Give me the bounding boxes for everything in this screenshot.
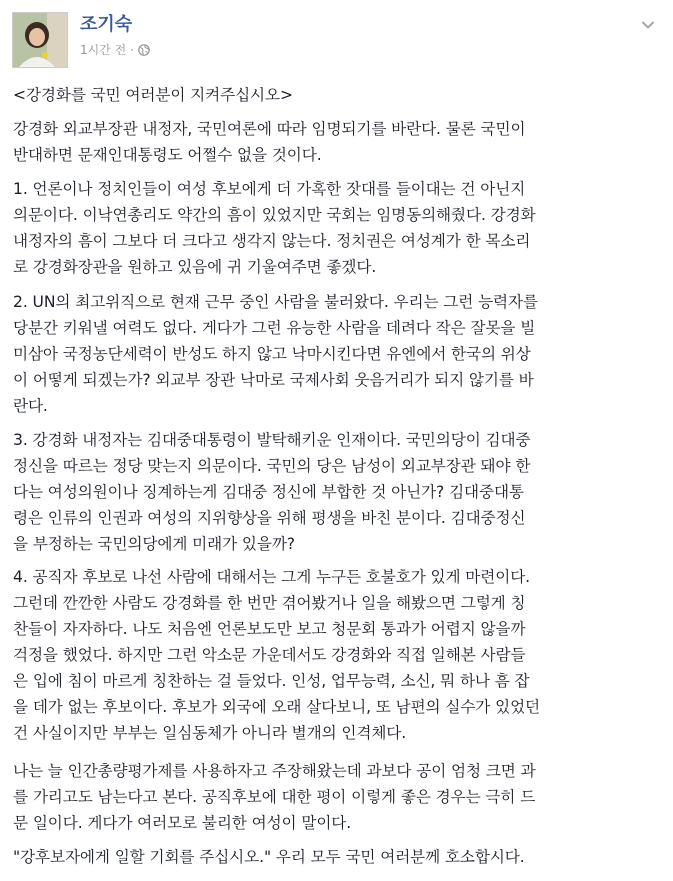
paragraph-2: 2. UN의 최고위직으로 현재 근무 중인 사람을 불러왔다. 우리는 그런 능력자를 당분간 키워낼 여력도 없다. 게다가 그런 유능한 사람을 데려다 작은 잘못을 빌 미삼아 국정농단세력이 반성도 하지 않고 낙마시킨다면 유엔에서 한국의 위상 이 어떻게 되겠는가? 외교부 장관 낙마로 국제사회 웃음거리가 되지 않기를 바 란다. xyxy=(13,293,538,415)
globe-icon[interactable] xyxy=(138,44,150,56)
avatar[interactable] xyxy=(12,12,68,68)
paragraph-closing: "강후보자에게 일할 기회를 주십시오." 우리 모두 국민 여러분께 호소합시다. xyxy=(13,848,525,866)
author-name[interactable]: 조기숙 xyxy=(80,14,133,35)
paragraph-3: 3. 강경화 내정자는 김대중대통령이 발탁해키운 인재이다. 국민의당이 김대중 정신을 따르는 정당 맞는지 의문이다. 국민의 당은 남성이 외교부장관 돼야 한 다는 여성의원이나 징계하는게 김대중 정신에 부합한 것 아닌가? 김대중대통 령은 인류의 인권과 여성의 지위향상을 위해 평생을 바친 분이다. 김대중정신 을 부정하는 국민의당에게 미래가 있을까? xyxy=(13,431,531,553)
paragraph-1: 1. 언론이나 정치인들이 여성 후보에게 더 가혹한 잣대를 들이대는 건 아닌지 의문이다. 이낙연총리도 약간의 흠이 있었지만 국회는 임명동의해줬다. 강경화 내정자의 흠이 그보다 더 크다고 생각지 않는다. 정치권은 여성계가 한 목소리 로 강경화장관을 원하고 있음에 귀 기울여주면 좋겠다. xyxy=(13,180,536,276)
paragraph-5: 나는 늘 인간총량평가제를 사용하자고 주장해왔는데 과보다 공이 엄청 크면 과 를 가리고도 남는다고 본다. 공직후보에 대한 평이 이렇게 좋은 경우는 극히 드 문 일이다. 게다가 여러모로 불리한 여성이 말이다. xyxy=(13,762,536,832)
post-time[interactable]: 1시간 전 xyxy=(80,43,127,57)
paragraph-intro: 강경화 외교부장관 내정자, 국민여론에 따라 임명되기를 바란다. 물론 국민이 반대하면 문재인대통령도 어쩔수 없을 것이다. xyxy=(13,120,526,164)
meta-separator: · xyxy=(130,43,135,57)
post-meta xyxy=(80,42,150,58)
profile-photo-icon xyxy=(13,13,67,67)
post-header xyxy=(12,12,661,68)
post-title: <강경화를 국민 여러분이 지켜주십시오> xyxy=(13,86,293,104)
chevron-down-icon[interactable] xyxy=(639,16,657,34)
paragraph-4: 4. 공직자 후보로 나선 사람에 대해서는 그게 누구든 호불호가 있게 마련이다. 그런데 깐깐한 사람도 강경화를 한 번만 겪어봤거나 일을 해봤으면 그렇게 칭 찬들이 자자하다. 나도 처음엔 언론보도만 보고 청문회 통과가 어렵지 않을까 걱정을 했었다. 하지만 그런 악소문 가운데서도 강경화와 직접 일해본 사람들 은 입에 침이 마르게 칭찬하는 걸 들었다. 인성, 업무능력, 소신, 뭐 하나 흠 잡 을 데가 없는 후보이다. 후보가 외국에 오래 살다보니, 또 남편의 실수가 있었던 건 사실이지만 부부는 일심동체가 아니라 별개의 인격체다. xyxy=(13,568,541,742)
